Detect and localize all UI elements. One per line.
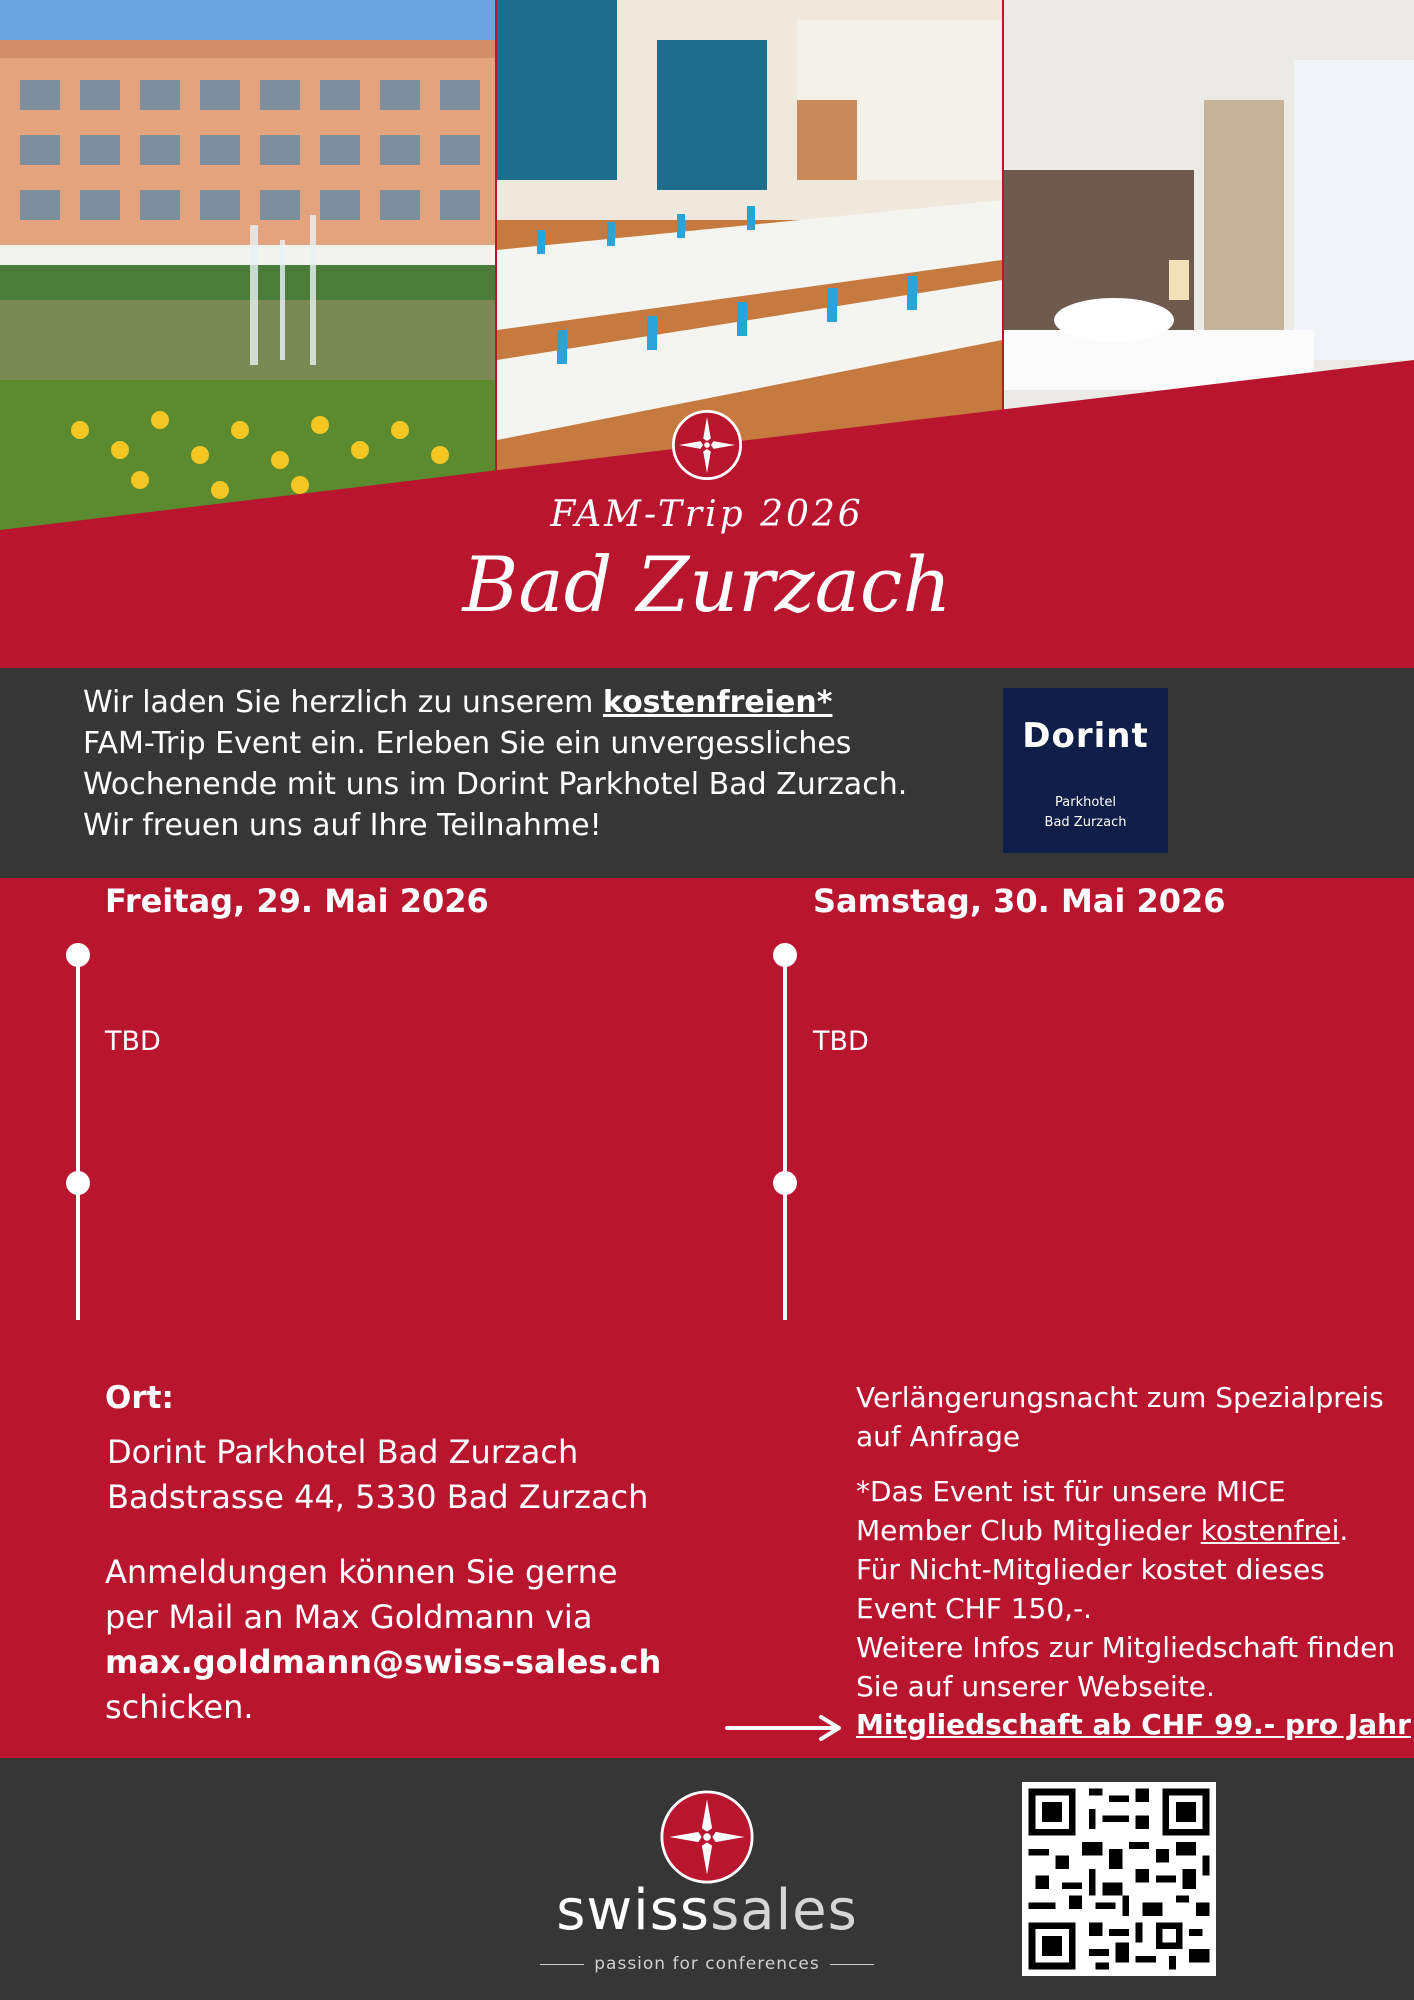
membership-link[interactable]: Mitgliedschaft ab CHF 99.- pro Jahr — [856, 1708, 1411, 1741]
dorint-logo-sub — [1003, 793, 1168, 833]
dorint-logo-name: Dorint — [1022, 716, 1149, 756]
day-1-timeline — [76, 955, 80, 1320]
address-line-1: Dorint Parkhotel Bad Zurzach — [107, 1433, 579, 1471]
timeline-dot — [66, 943, 90, 967]
compass-star-icon — [660, 1790, 754, 1884]
dorint-logo-line2: Bad Zurzach — [1044, 815, 1127, 830]
timeline-dot — [773, 1171, 797, 1195]
event-title: Bad Zurzach — [462, 540, 952, 629]
intro-highlight: kostenfreien* — [602, 685, 833, 720]
brand-tagline: passion for conferences — [500, 1954, 914, 1974]
timeline-dot — [66, 1171, 90, 1195]
location-address — [107, 1430, 648, 1520]
brand-part-2: sales — [710, 1878, 858, 1943]
registration-text — [105, 1550, 665, 1730]
qr-code[interactable] — [1022, 1782, 1216, 1976]
intro-band — [0, 668, 1414, 878]
membership-free: kostenfrei — [1200, 1514, 1340, 1547]
intro-text-end: FAM-Trip Event ein. Erleben Sie ein unvergessliches Wochenende mit uns im Dorint Parkhotel Bad Zurzach. Wir freuen uns auf Ihre Teilnahme! — [83, 726, 908, 843]
location-label: Ort: — [105, 1380, 174, 1416]
intro-text — [83, 682, 913, 846]
membership-note-start: *Das Event ist für unsere MICE Member Club Mitglieder — [856, 1475, 1286, 1547]
address-line-2: Badstrasse 44, 5330 Bad Zurzach — [107, 1478, 649, 1516]
membership-note-end: . Für Nicht-Mitglieder kostet dieses Event CHF 150,-. — [856, 1514, 1349, 1625]
extension-note: Verlängerungsnacht zum Spezialpreis auf Anfrage — [856, 1381, 1384, 1453]
registration-text-start: Anmeldungen können Sie gerne per Mail an Max Goldmann via — [105, 1553, 618, 1636]
dorint-logo — [1003, 688, 1168, 853]
brand-part-1: swiss — [556, 1878, 711, 1943]
day-2-program: TBD — [813, 1026, 869, 1057]
membership-note — [856, 1472, 1396, 1628]
footer — [0, 1758, 1414, 2000]
registration-text-end: schicken. — [105, 1688, 254, 1726]
day-2-date: Samstag, 30. Mai 2026 — [813, 882, 1226, 920]
day-2-timeline — [783, 955, 787, 1320]
registration-email-link[interactable]: max.goldmann@swiss-sales.ch — [105, 1643, 662, 1681]
arrow-right-icon — [725, 1713, 845, 1743]
timeline-dot — [773, 943, 797, 967]
day-1-date: Freitag, 29. Mai 2026 — [105, 882, 489, 920]
info-column — [856, 1378, 1396, 1706]
event-subtitle: FAM-Trip 2026 — [550, 494, 864, 535]
dorint-logo-line1: Parkhotel — [1055, 795, 1116, 810]
intro-text-start: Wir laden Sie herzlich zu unserem — [83, 685, 603, 720]
day-1-program: TBD — [105, 1026, 161, 1057]
swisssales-logo — [500, 1878, 914, 1943]
compass-star-icon — [672, 410, 742, 480]
more-info-note: Weitere Infos zur Mitgliedschaft finden Sie auf unserer Webseite. — [856, 1631, 1396, 1703]
